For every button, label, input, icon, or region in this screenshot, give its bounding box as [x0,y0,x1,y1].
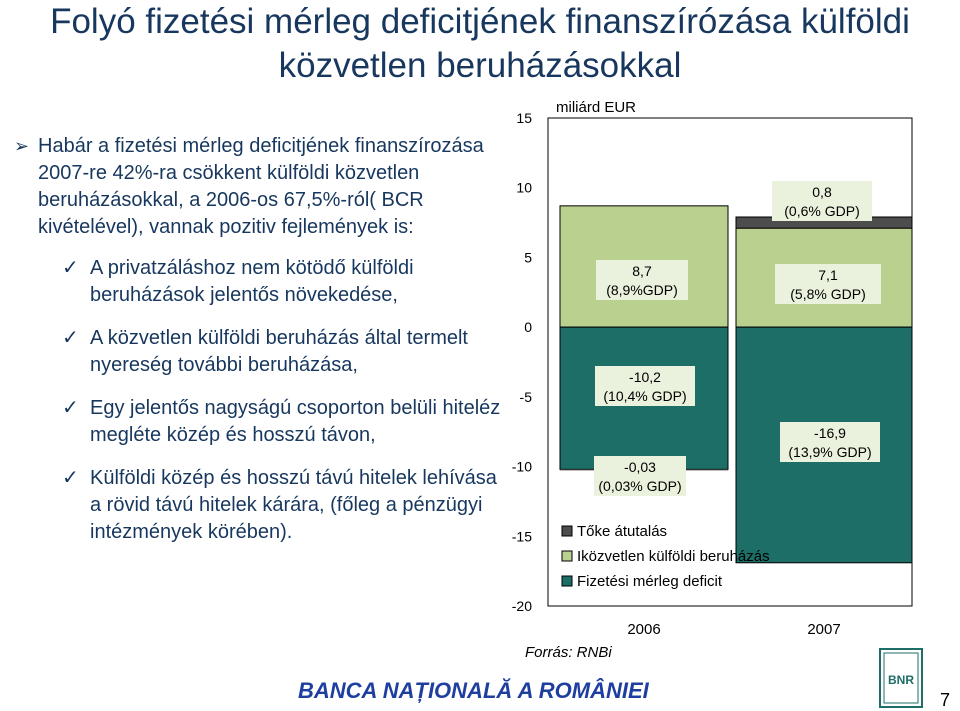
sub-bullet-text: Egy jelentős nagyságú csoporton belüli hiteléz megléte közép és hosszú távon, [90,397,501,446]
y-tick-label: 15 [516,110,532,126]
check-icon: ✓ [62,467,79,489]
legend-label: Fizetési mérleg deficit [577,573,723,590]
legend-swatch [562,576,572,586]
x-category-label: 2007 [807,621,841,638]
sub-bullet-text: A közvetlen külföldi beruházás által termelt nyereség további beruházása, [90,327,468,376]
legend-label: Tőke átutalás [577,523,668,540]
data-label: (0,03% GDP) [598,478,682,494]
y-tick-label: -5 [519,388,532,405]
check-icon: ✓ [62,327,79,349]
data-label: 7,1 [818,267,838,283]
data-label: (8,9%GDP) [606,282,678,298]
data-label: 0,8 [812,184,832,200]
axis-unit-label: miliárd EUR [556,99,637,116]
data-label: -16,9 [814,425,846,441]
data-label: (10,4% GDP) [603,388,687,404]
legend-swatch [562,551,572,561]
bank-logo-icon [879,648,923,708]
data-label: (13,9% GDP) [788,444,872,460]
legend-label: Iközvetlen külföldi beruházás [577,548,770,565]
data-label: (0,6% GDP) [784,203,860,219]
check-icon: ✓ [62,397,79,419]
data-label: -0,03 [624,459,656,475]
data-label: (5,8% GDP) [790,286,866,302]
data-label: -10,2 [629,369,661,385]
y-tick-label: -15 [511,528,532,545]
x-category-label: 2006 [627,621,661,638]
y-tick-label: 5 [524,249,532,266]
sub-bullet-text: A privatzáláshoz nem kötödő külföldi beruházások jelentős növekedése, [90,257,414,306]
sub-bullet-text: Külföldi közép és hosszú távú hitelek lehívása a rövid távú hitelek kárára, (főleg a pénzügyi intézmények körében). [90,467,497,543]
footer-bank-name: BANCA NAȚIONALĂ A ROMÂNIEI [298,678,649,703]
check-icon: ✓ [62,257,79,279]
y-tick-label: 0 [524,319,532,336]
arrow-bullet-icon: ➢ [14,136,30,156]
page-title: Folyó fizetési mérleg deficitjének finanszírózása külföldi közvetlen beruházásokkal [50,2,910,85]
legend-swatch [562,526,572,536]
page-number: 7 [940,690,951,710]
data-label: 8,7 [632,263,652,279]
y-tick-label: -20 [511,598,532,614]
y-tick-label: 10 [516,179,532,196]
source-label: Forrás: RNBi [525,644,612,661]
y-tick-label: -10 [511,458,532,475]
logo-monogram: BNR [888,673,914,687]
main-bullet-text: Habár a fizetési mérleg deficitjének finanszírozása 2007-re 42%-ra csökkent külföldi közvetlen beruházásokkal, a 2006-os 67,5%-ról( BCR kivételével), vannak pozitiv fejlemények is: [38,135,484,238]
